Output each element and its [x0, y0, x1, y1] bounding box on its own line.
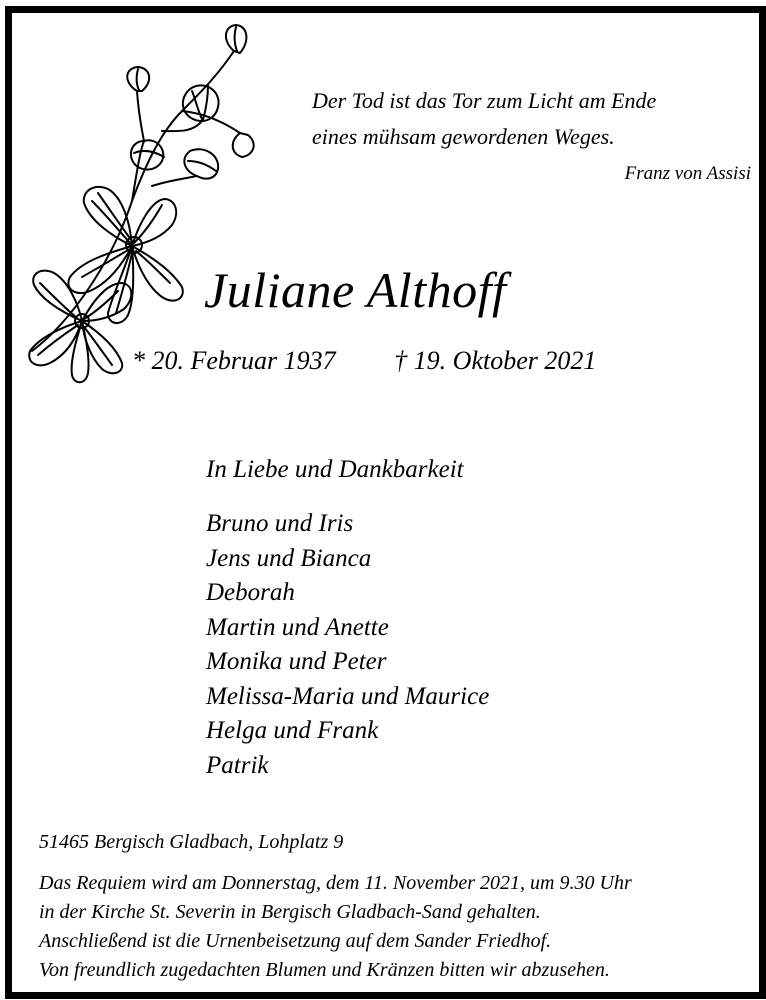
mourner: Bruno und Iris [206, 510, 354, 537]
mourners-list [206, 507, 489, 783]
mourner: Melissa-Maria und Maurice [206, 682, 490, 710]
mourner: Deborah [206, 579, 295, 606]
obituary-frame [5, 6, 766, 999]
service-line: in der Kirche St. Severin in Bergisch Gladbach-Sand gehalten. [39, 901, 541, 923]
quote-line: Der Tod ist das Tor zum Licht am Ende [312, 88, 657, 113]
mourner: Martin und Anette [206, 613, 389, 641]
quote [312, 83, 656, 155]
quote-line: eines mühsam gewordenen Weges. [312, 124, 615, 149]
thanks-line: In Liebe und Dankbarkeit [206, 456, 464, 483]
mourner: Helga und Frank [206, 717, 379, 744]
service-line: Von freundlich zugedachten Blumen und Kränzen bitten wir abzusehen. [39, 959, 610, 981]
orchid-illustration [12, 21, 272, 391]
mourner: Patrik [206, 751, 269, 779]
mourner: Jens und Bianca [206, 544, 372, 572]
deceased-name: Juliane Althoff [204, 262, 507, 318]
service-line: Das Requiem wird am Donnerstag, dem 11. November 2021, um 9.30 Uhr [39, 872, 632, 894]
quote-author: Franz von Assisi [624, 163, 751, 184]
birth-date: * 20. Februar 1937 [132, 346, 336, 375]
life-dates [132, 346, 596, 376]
death-date: † 19. Oktober 2021 [394, 346, 597, 375]
mourner: Monika und Peter [206, 648, 387, 675]
service-line: Anschließend ist die Urnenbeisetzung auf dem Sander Friedhof. [39, 930, 552, 952]
service-info [39, 869, 632, 985]
address: 51465 Bergisch Gladbach, Lohplatz 9 [39, 831, 344, 853]
